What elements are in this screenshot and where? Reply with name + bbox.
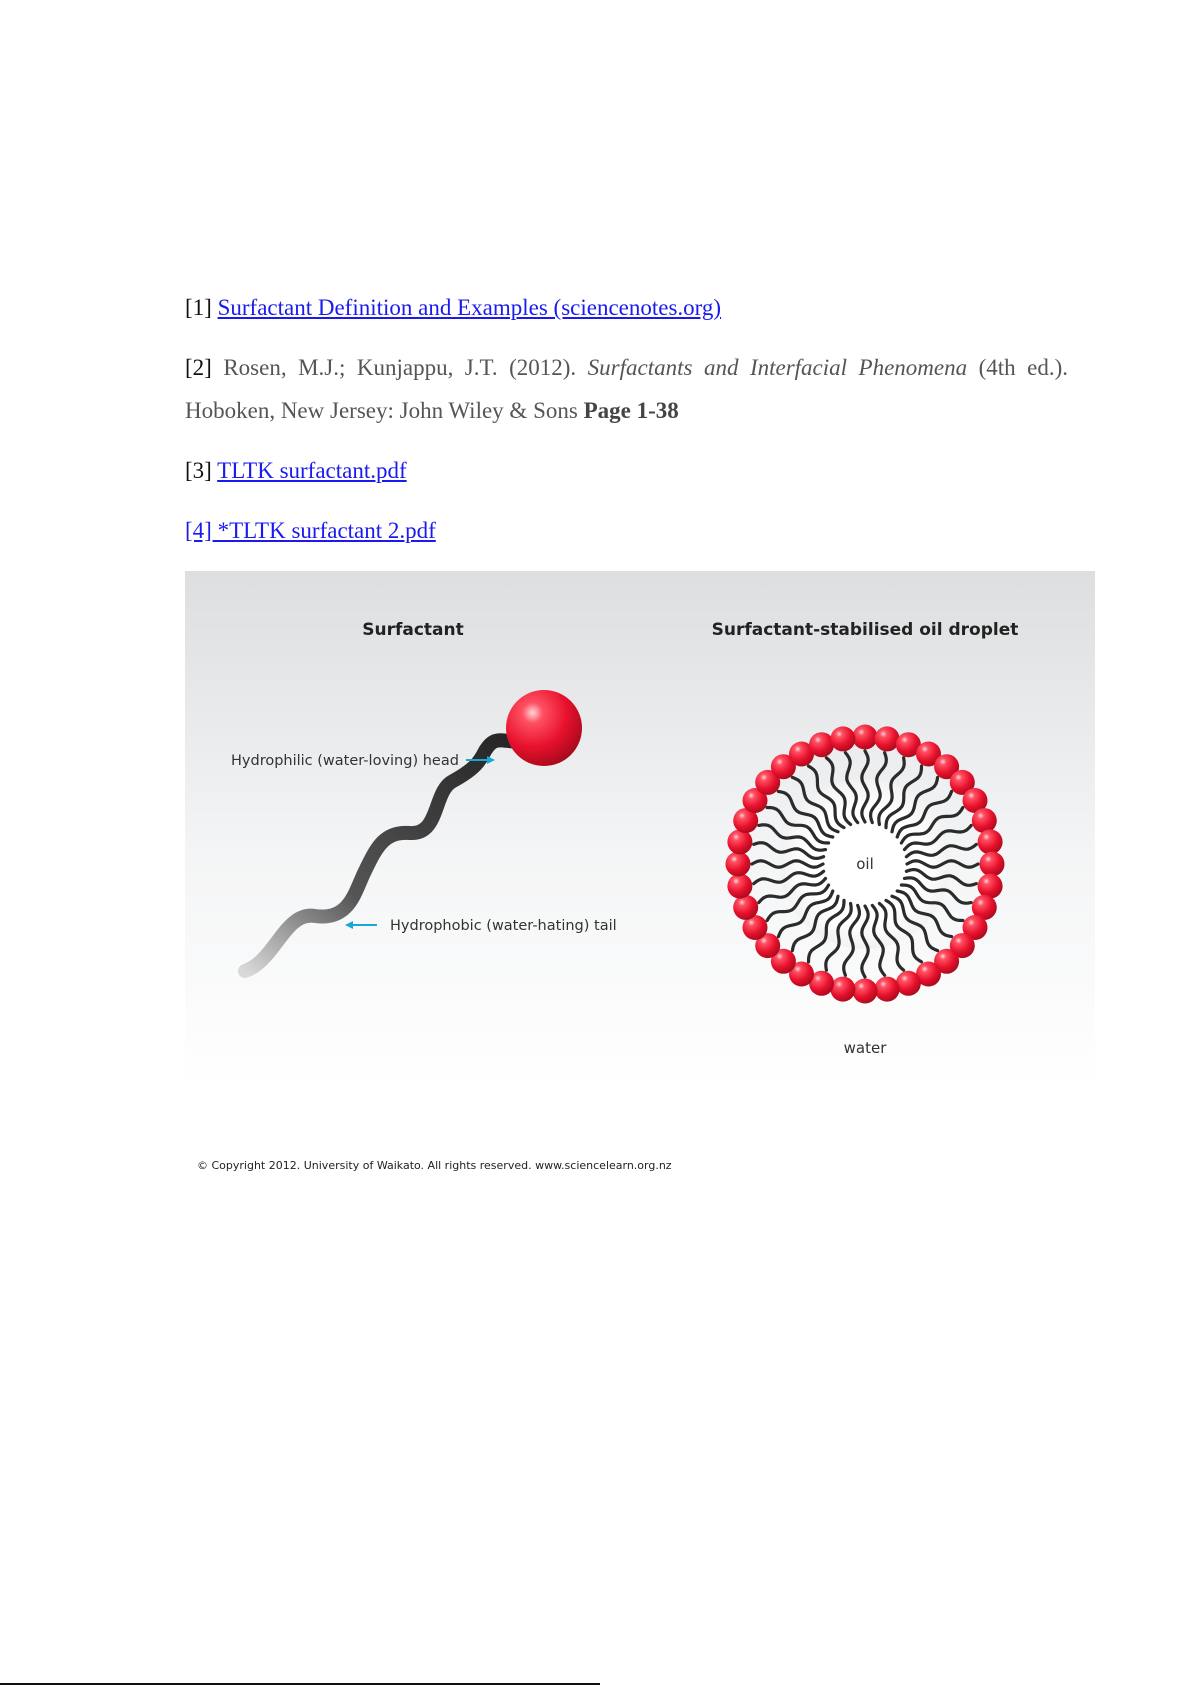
reference-number: [1] xyxy=(185,295,212,320)
tail-label: Hydrophobic (water-hating) tail xyxy=(390,918,617,934)
droplet-head xyxy=(809,732,834,757)
reference-2-pages: Page 1-38 xyxy=(583,398,679,423)
droplet-head xyxy=(972,808,997,833)
droplet-head xyxy=(727,829,752,854)
reference-4 xyxy=(185,509,436,553)
droplet-head xyxy=(830,726,855,751)
reference-1-link[interactable]: Surfactant Definition and Examples (sciencenotes.org) xyxy=(217,295,722,320)
reference-4-link[interactable]: [4] *TLTK surfactant 2.pdf xyxy=(185,518,436,543)
droplet-head xyxy=(726,852,751,877)
reference-1 xyxy=(185,286,721,330)
reference-number: [2] xyxy=(185,355,212,380)
reference-number: [3] xyxy=(185,458,212,483)
droplet-head xyxy=(978,874,1003,899)
reference-2-publisher: (4th ed.). Hoboken, New Jersey: John Wiley & Sons xyxy=(185,355,1069,423)
droplet-head xyxy=(830,977,855,1002)
left-panel-title: Surfactant xyxy=(362,620,464,640)
reference-2-title: Surfactants and Interfacial Phenomena xyxy=(587,355,968,380)
droplet-head xyxy=(978,829,1003,854)
droplet-head xyxy=(896,971,921,996)
surfactant-diagram xyxy=(185,571,1095,1181)
reference-3-link[interactable]: TLTK surfactant.pdf xyxy=(217,458,407,483)
droplet-head xyxy=(875,977,900,1002)
copyright-text: © Copyright 2012. University of Waikato. All rights reserved. www.sciencelearn.org.nz xyxy=(197,1159,672,1172)
head-label: Hydrophilic (water-loving) head xyxy=(231,753,459,769)
reference-2 xyxy=(185,346,1068,432)
droplet-head xyxy=(875,726,900,751)
droplet-head xyxy=(853,979,878,1004)
right-panel-title: Surfactant-stabilised oil droplet xyxy=(711,620,1019,640)
surfactant-diagram-svg xyxy=(185,571,1095,1181)
oil-label: oil xyxy=(856,855,874,873)
reference-3 xyxy=(185,449,407,493)
droplet-head xyxy=(727,874,752,899)
hydrophilic-head xyxy=(506,690,582,766)
droplet-head xyxy=(853,725,878,750)
droplet-head xyxy=(980,852,1005,877)
reference-2-authors: Rosen, M.J.; Kunjappu, J.T. (2012). xyxy=(223,355,577,380)
droplet-head xyxy=(733,895,758,920)
water-label: water xyxy=(843,1039,887,1057)
